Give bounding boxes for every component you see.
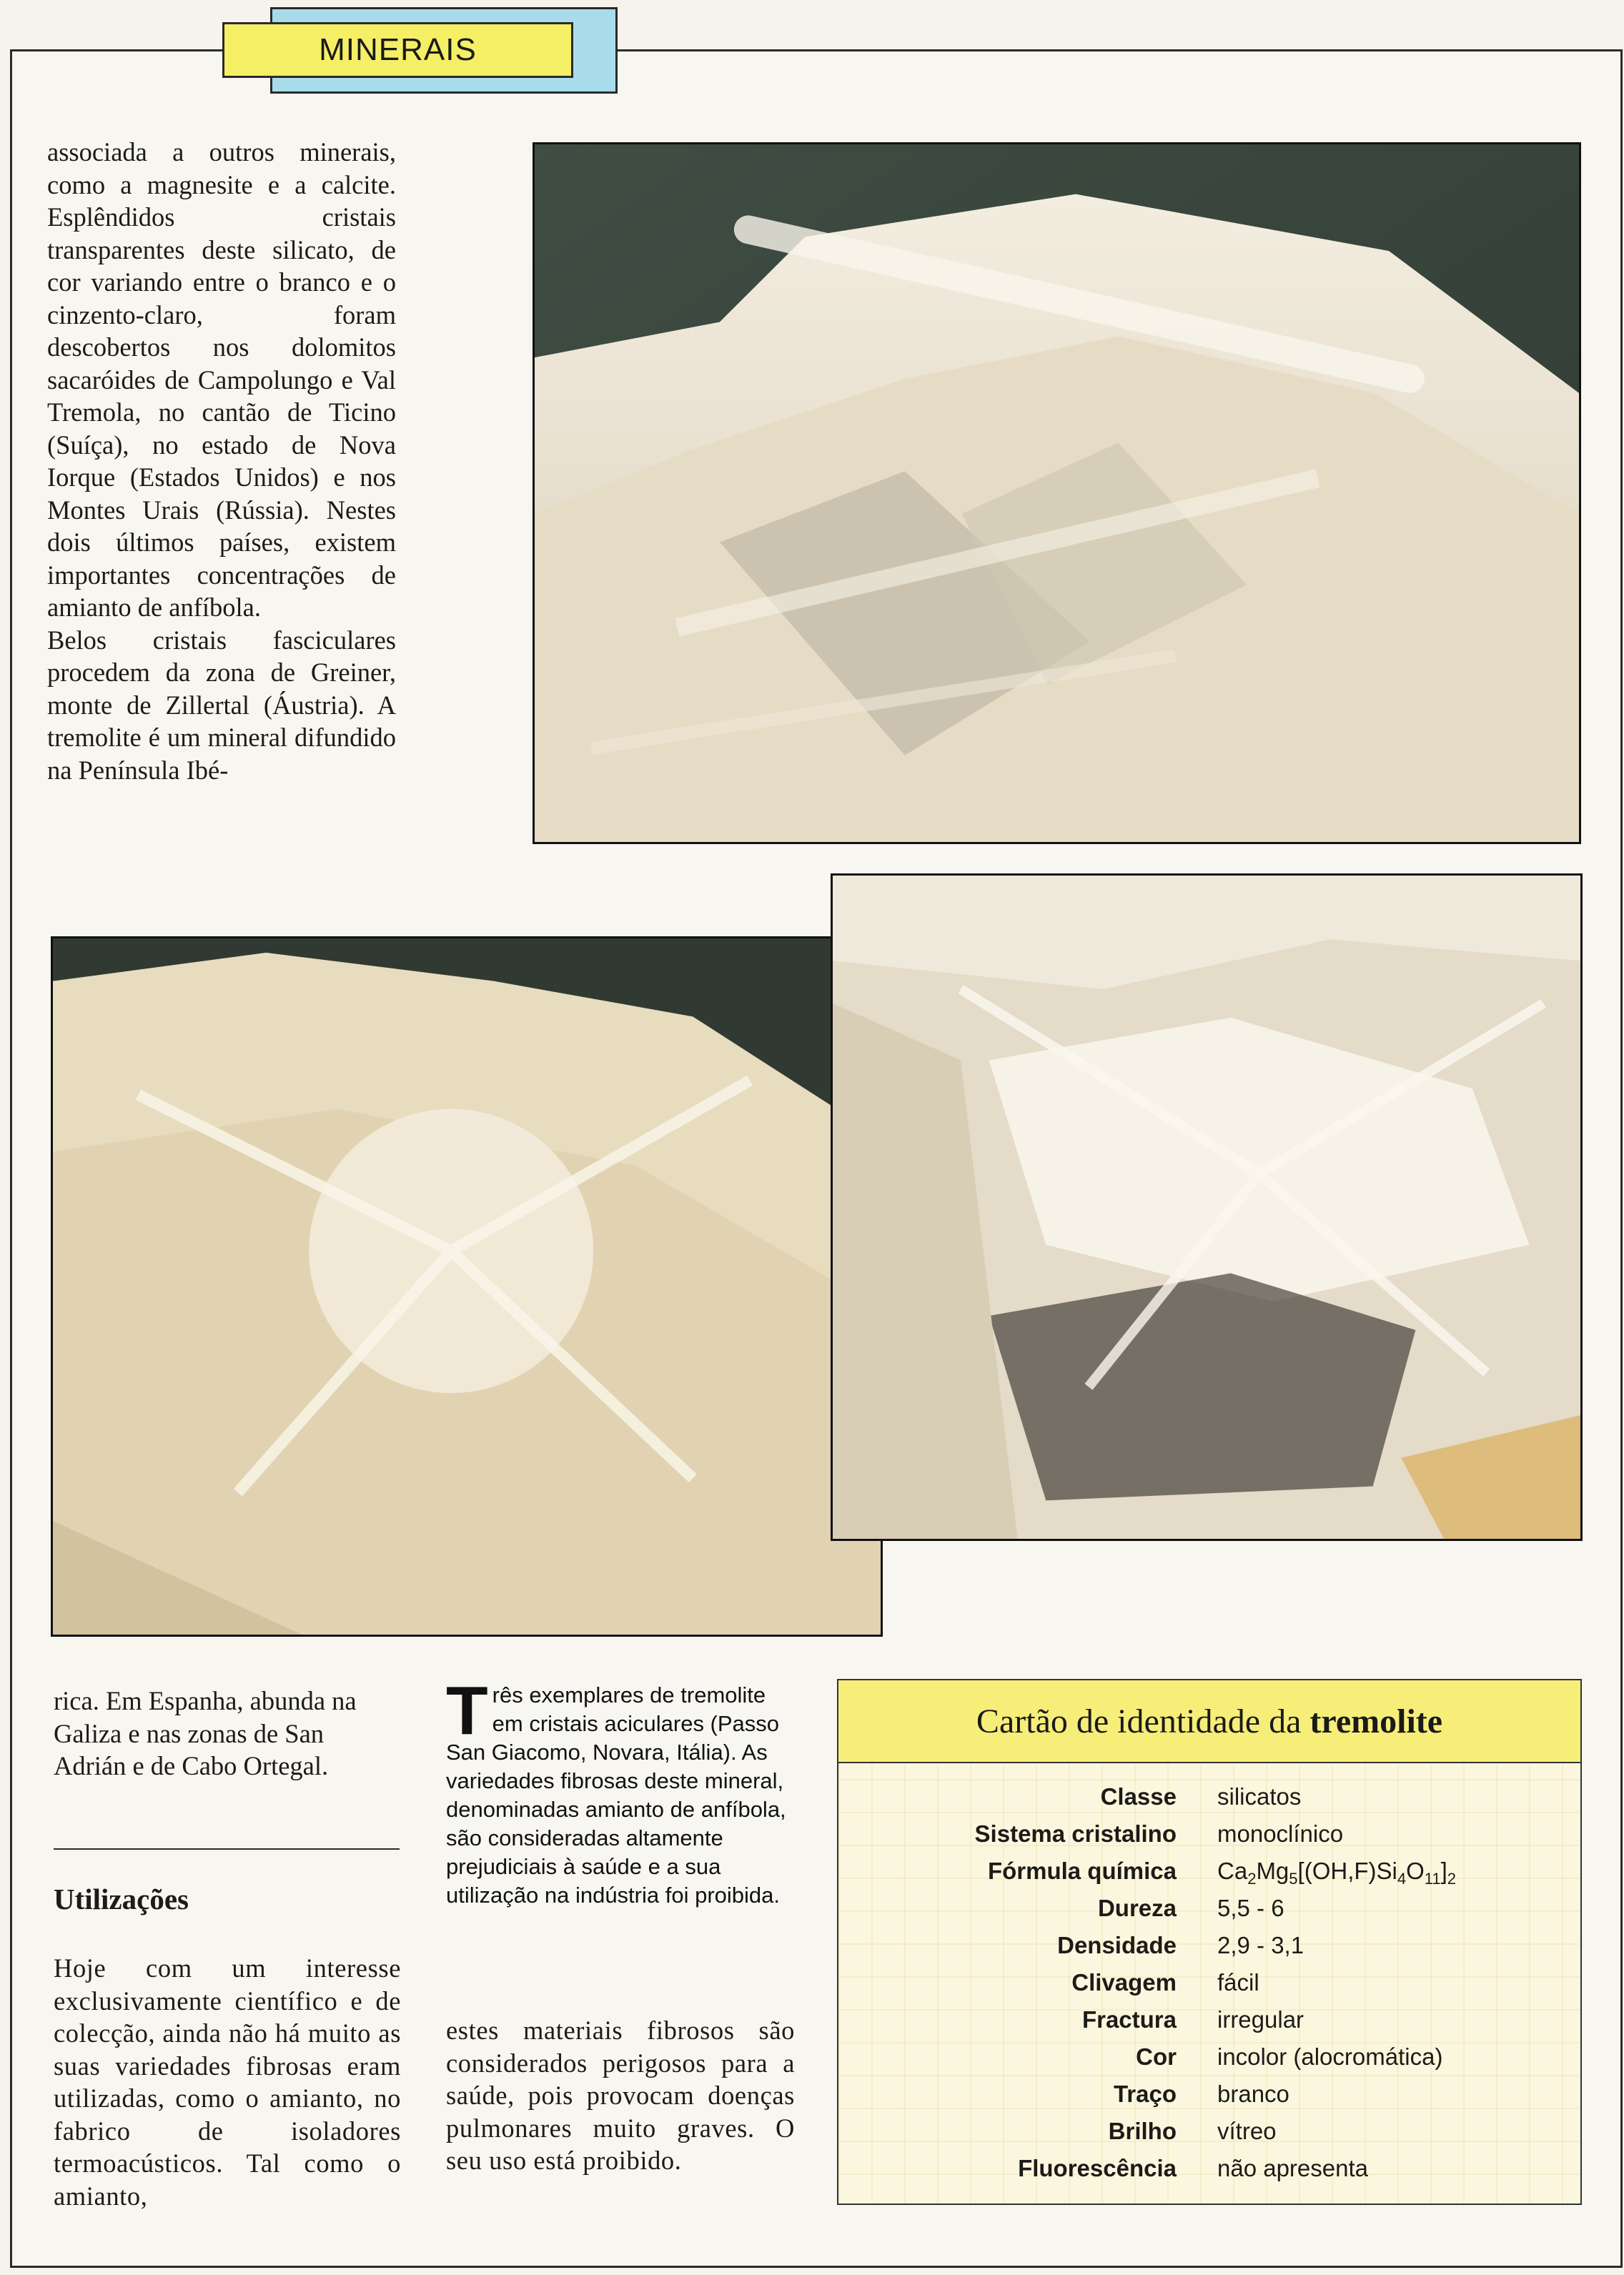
- identity-card-value: $Ca_2Mg_5[(OH,F)Si_4O_{11}]_2$: [1217, 1858, 1457, 1888]
- caption-dropcap: T: [446, 1672, 488, 1749]
- identity-card-row: [838, 1853, 1580, 1890]
- identity-card-title-mineral: tremolite: [1309, 1702, 1443, 1740]
- identity-card-value: monoclínico: [1217, 1820, 1344, 1847]
- identity-card-value: não apresenta: [1217, 2155, 1369, 2181]
- identity-card-value: irregular: [1217, 2006, 1304, 2033]
- photo-caption: [446, 1672, 800, 1910]
- identity-card-row: [838, 1964, 1580, 2001]
- identity-card-value: branco: [1217, 2081, 1289, 2107]
- caption-text: rês exemplares de tremolite em cristais aciculares (Passo San Giacomo, Novara, Itália). As variedades fibrosas deste mineral, denominadas amianto de anfíbola, são consideradas altamente prejudiciais à saúde e a sua utilização na indústria foi proibida.: [446, 1682, 786, 1908]
- identity-card-title-prefix: Cartão de identidade da: [976, 1702, 1302, 1740]
- paragraph-spain: rica. Em Espanha, abunda na Galiza e nas zonas de San Adrián e de Cabo Ortegal.: [54, 1686, 357, 1780]
- identity-card-rows: [838, 1778, 1580, 2187]
- identity-card-label: Fractura: [1081, 2006, 1177, 2033]
- paragraph-localities: associada a outros minerais, como a magnesite e a calcite. Esplêndidos cristais transparentes deste silicato, de cor variando entre o branco e o cinzento-claro, foram descobertos nos dolomitos sacaróides de Campolungo e Val Tremola, no cantão de Ticino (Suíça), no estado de Nova Iorque (Estados Unidos) e nos Montes Urais (Rússia). Nestes dois últimos países, existem importantes concentrações de amianto de anfíbola.: [47, 137, 396, 622]
- identity-card-row: [838, 1815, 1580, 1853]
- identity-card-row: [838, 2038, 1580, 2076]
- identity-card-label: Dureza: [1097, 1895, 1177, 1921]
- identity-card-row: [838, 1927, 1580, 1964]
- identity-card-row: [838, 2150, 1580, 2187]
- identity-card-label: Fórmula química: [987, 1858, 1177, 1884]
- identity-card-value: 2,9 - 3,1: [1217, 1932, 1304, 1958]
- section-header: MINERAIS: [222, 22, 573, 78]
- identity-card-title: [838, 1680, 1580, 1763]
- mineral-photo-3: [831, 873, 1583, 1541]
- identity-card-label: Classe: [1100, 1783, 1177, 1810]
- identity-card-row: [838, 2001, 1580, 2038]
- section-divider: [54, 1848, 400, 1850]
- text-column-top: [47, 136, 396, 786]
- mineral-photo-1: [533, 142, 1581, 844]
- identity-card-label: Cor: [1136, 2043, 1177, 2070]
- identity-card: [837, 1679, 1582, 2205]
- paragraph-uses: Hoje com um interesse exclusivamente científico e de colecção, ainda não há muito as suas variedades fibrosas eram utilizadas, como o amianto, no fabrico de isoladores termoacústicos. Tal como o amianto,: [54, 1953, 401, 2211]
- identity-card-value: 5,5 - 6: [1217, 1895, 1284, 1921]
- identity-card-value: fácil: [1217, 1969, 1259, 1996]
- continuation-text: [54, 1685, 401, 1783]
- identity-card-row: [838, 2113, 1580, 2150]
- identity-card-value: vítreo: [1217, 2118, 1277, 2144]
- identity-card-row: [838, 1778, 1580, 1815]
- mineral-photo-2: [51, 936, 883, 1637]
- paragraph-health: estes materiais fibrosos são considerados perigosos para a saúde, pois provocam doenças pulmonares muito graves. O seu uso está proibido.: [446, 2016, 795, 2175]
- identity-card-row: [838, 1890, 1580, 1927]
- identity-card-label: Densidade: [1057, 1932, 1177, 1958]
- identity-card-label: Brilho: [1108, 2118, 1177, 2144]
- section-heading: Utilizações: [54, 1883, 189, 1915]
- identity-card-value: incolor (alocromática): [1217, 2043, 1443, 2070]
- identity-card-label: Clivagem: [1071, 1969, 1177, 1996]
- paragraph-austria: Belos cristais fasciculares procedem da zona de Greiner, monte de Zillertal (Áustria). A tremolite é um mineral difundido na Península Ibé-: [47, 625, 396, 785]
- identity-card-value: silicatos: [1217, 1783, 1302, 1810]
- uses-text: [54, 1952, 401, 2212]
- identity-card-label: Fluorescência: [1018, 2155, 1177, 2181]
- identity-card-label: Traço: [1113, 2081, 1177, 2107]
- identity-card-row: [838, 2076, 1580, 2113]
- middle-bottom-text: [446, 2014, 795, 2177]
- identity-card-label: Sistema cristalino: [974, 1820, 1177, 1847]
